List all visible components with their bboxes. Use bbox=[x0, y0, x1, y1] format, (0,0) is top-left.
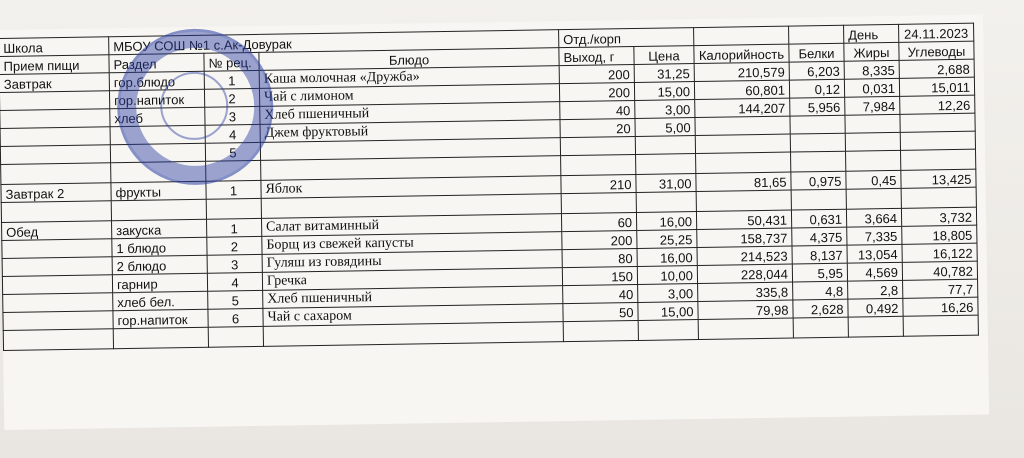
carbs-cell: 16,122 bbox=[902, 243, 977, 262]
fat-cell: 4,569 bbox=[847, 262, 902, 281]
dish-label: Блюдо bbox=[259, 48, 559, 71]
fat-cell: 8,335 bbox=[844, 60, 899, 79]
price-cell: 25,25 bbox=[637, 230, 697, 249]
dish-cell: Яблок bbox=[261, 176, 561, 199]
carbs-cell bbox=[900, 113, 975, 132]
meal-cell bbox=[2, 239, 112, 259]
meal-cell: Завтрак 2 bbox=[1, 183, 111, 203]
dish-cell: Гуляш из говядины bbox=[262, 250, 562, 273]
yield-cell: 40 bbox=[560, 101, 635, 120]
section-cell bbox=[110, 125, 205, 144]
yield-cell: 200 bbox=[562, 230, 637, 249]
section-cell: хлеб bbox=[110, 107, 205, 126]
protein-cell bbox=[790, 133, 845, 152]
recipe-cell: 5 bbox=[208, 290, 263, 309]
price-cell: 15,00 bbox=[638, 302, 698, 321]
recipe-cell: 6 bbox=[208, 308, 263, 327]
meal-cell bbox=[0, 127, 110, 147]
protein-cell bbox=[790, 115, 845, 134]
carbs-label: Углеводы bbox=[899, 41, 974, 60]
protein-label: Белки bbox=[789, 43, 844, 62]
carbs-cell bbox=[900, 131, 975, 150]
meal-cell bbox=[3, 293, 113, 313]
calories-cell: 144,207 bbox=[695, 98, 790, 117]
day-label: День bbox=[844, 24, 899, 43]
protein-cell: 6,203 bbox=[789, 61, 844, 80]
dish-cell: Чай с лимоном bbox=[259, 84, 559, 107]
menu-sheet bbox=[0, 15, 989, 430]
dish-cell: Каша молочная «Дружба» bbox=[259, 66, 559, 89]
section-cell: закуска bbox=[112, 219, 207, 238]
recipe-cell: 1 bbox=[206, 218, 261, 237]
section-cell: фрукты bbox=[111, 181, 206, 200]
section-cell: 2 блюдо bbox=[112, 255, 207, 274]
recipe-cell: 1 bbox=[204, 70, 259, 89]
price-cell: 31,25 bbox=[634, 64, 694, 83]
section-cell bbox=[110, 143, 205, 162]
carbs-cell: 16,26 bbox=[903, 297, 978, 316]
dish-cell: Джем фруктовый bbox=[260, 120, 560, 143]
recipe-cell: 4 bbox=[205, 124, 260, 143]
yield-cell: 80 bbox=[562, 248, 637, 267]
protein-cell: 0,12 bbox=[789, 79, 844, 98]
section-cell: 1 блюдо bbox=[112, 237, 207, 256]
carbs-cell: 3,732 bbox=[901, 207, 976, 226]
recipe-cell: 2 bbox=[207, 236, 262, 255]
yield-cell: 200 bbox=[559, 83, 634, 102]
price-cell: 16,00 bbox=[636, 212, 696, 231]
day-value: 24.11.2023 bbox=[899, 23, 974, 42]
fat-cell: 0,45 bbox=[846, 170, 901, 189]
meal-label: Прием пищи bbox=[0, 55, 109, 75]
meal-cell bbox=[0, 145, 110, 165]
yield-cell: 20 bbox=[560, 119, 635, 138]
calories-cell: 210,579 bbox=[694, 62, 789, 81]
price-cell: 15,00 bbox=[634, 82, 694, 101]
meal-cell bbox=[2, 257, 112, 277]
meal-cell bbox=[2, 275, 112, 295]
dish-cell: Гречка bbox=[262, 268, 562, 291]
menu-table bbox=[0, 23, 979, 351]
carbs-cell: 2,688 bbox=[899, 59, 974, 78]
carbs-cell: 77,7 bbox=[903, 279, 978, 298]
recipe-cell: 1 bbox=[206, 180, 261, 199]
calories-cell: 79,98 bbox=[698, 300, 793, 319]
calories-cell: 50,431 bbox=[696, 210, 791, 229]
yield-cell: 60 bbox=[561, 212, 636, 231]
price-label: Цена bbox=[634, 46, 694, 65]
section-cell: гор.напиток bbox=[113, 309, 208, 328]
protein-cell: 5,956 bbox=[790, 97, 845, 116]
calories-label: Калорийность bbox=[694, 44, 789, 63]
school-value: МБОУ СОШ №1 с.Ак-Довурак bbox=[109, 30, 559, 55]
price-cell: 10,00 bbox=[637, 266, 697, 285]
meal-cell: Обед bbox=[2, 221, 112, 241]
meal-cell: Завтрак bbox=[0, 73, 109, 93]
dish-cell: Чай с сахаром bbox=[263, 304, 563, 327]
protein-cell: 2,628 bbox=[793, 299, 848, 318]
section-cell: гор.блюдо bbox=[109, 71, 204, 90]
fat-cell: 7,984 bbox=[845, 96, 900, 115]
recipe-cell: 2 bbox=[204, 88, 259, 107]
school-label: Школа bbox=[0, 37, 109, 57]
protein-cell: 4,375 bbox=[792, 227, 847, 246]
carbs-cell: 12,26 bbox=[900, 95, 975, 114]
recipe-cell: 3 bbox=[205, 106, 260, 125]
yield-cell: 150 bbox=[562, 266, 637, 285]
section-label: Раздел bbox=[109, 53, 204, 72]
calories-cell: 158,737 bbox=[697, 228, 792, 247]
carbs-cell: 18,805 bbox=[902, 225, 977, 244]
price-cell: 3,00 bbox=[638, 284, 698, 303]
fat-cell: 7,335 bbox=[847, 226, 902, 245]
carbs-cell: 13,425 bbox=[901, 169, 976, 188]
fat-cell: 2,8 bbox=[848, 280, 903, 299]
dish-cell: Салат витаминный bbox=[261, 214, 561, 237]
price-cell: 31,00 bbox=[636, 174, 696, 193]
price-cell: 16,00 bbox=[637, 248, 697, 267]
fat-cell bbox=[845, 114, 900, 133]
meal-cell bbox=[3, 311, 113, 331]
protein-cell: 8,137 bbox=[792, 245, 847, 264]
dish-cell: Хлеб пшеничный bbox=[260, 102, 560, 125]
protein-cell: 4,8 bbox=[793, 281, 848, 300]
fat-cell bbox=[845, 132, 900, 151]
calories-cell bbox=[695, 116, 790, 135]
dish-cell: Борщ из свежей капусты bbox=[262, 232, 562, 255]
carbs-cell: 15,011 bbox=[899, 77, 974, 96]
recipe-cell: 5 bbox=[205, 142, 260, 161]
section-cell: хлеб бел. bbox=[113, 291, 208, 310]
calories-cell: 60,801 bbox=[694, 80, 789, 99]
fat-cell: 13,054 bbox=[847, 244, 902, 263]
price-cell bbox=[635, 136, 695, 155]
protein-cell: 5,95 bbox=[792, 263, 847, 282]
calories-cell: 335,8 bbox=[698, 282, 793, 301]
price-cell: 3,00 bbox=[635, 100, 695, 119]
yield-cell: 50 bbox=[563, 302, 638, 321]
calories-cell: 214,523 bbox=[697, 246, 792, 265]
dish-cell: Хлеб пшеничный bbox=[263, 286, 563, 309]
section-cell: гарнир bbox=[112, 273, 207, 292]
yield-cell: 200 bbox=[559, 65, 634, 84]
price-cell: 5,00 bbox=[635, 118, 695, 137]
unit-label: Отд./корп bbox=[559, 28, 694, 48]
recipe-cell: 4 bbox=[207, 272, 262, 291]
fat-cell: 0,492 bbox=[848, 298, 903, 317]
yield-cell: 210 bbox=[561, 174, 636, 193]
yield-label: Выход, г bbox=[559, 47, 634, 66]
protein-cell: 0,631 bbox=[791, 209, 846, 228]
calories-cell: 228,044 bbox=[697, 264, 792, 283]
fat-cell: 0,031 bbox=[844, 78, 899, 97]
protein-cell: 0,975 bbox=[791, 171, 846, 190]
recipe-cell: 3 bbox=[207, 254, 262, 273]
meal-cell bbox=[0, 109, 110, 129]
yield-cell bbox=[560, 137, 635, 156]
recipe-label: № рец. bbox=[204, 52, 259, 71]
fat-cell: 3,664 bbox=[846, 208, 901, 227]
calories-cell bbox=[695, 134, 790, 153]
carbs-cell: 40,782 bbox=[902, 261, 977, 280]
section-cell: гор.напиток bbox=[109, 89, 204, 108]
fat-label: Жиры bbox=[844, 42, 899, 61]
meal-cell bbox=[0, 91, 110, 111]
calories-cell: 81,65 bbox=[696, 172, 791, 191]
yield-cell: 40 bbox=[563, 284, 638, 303]
